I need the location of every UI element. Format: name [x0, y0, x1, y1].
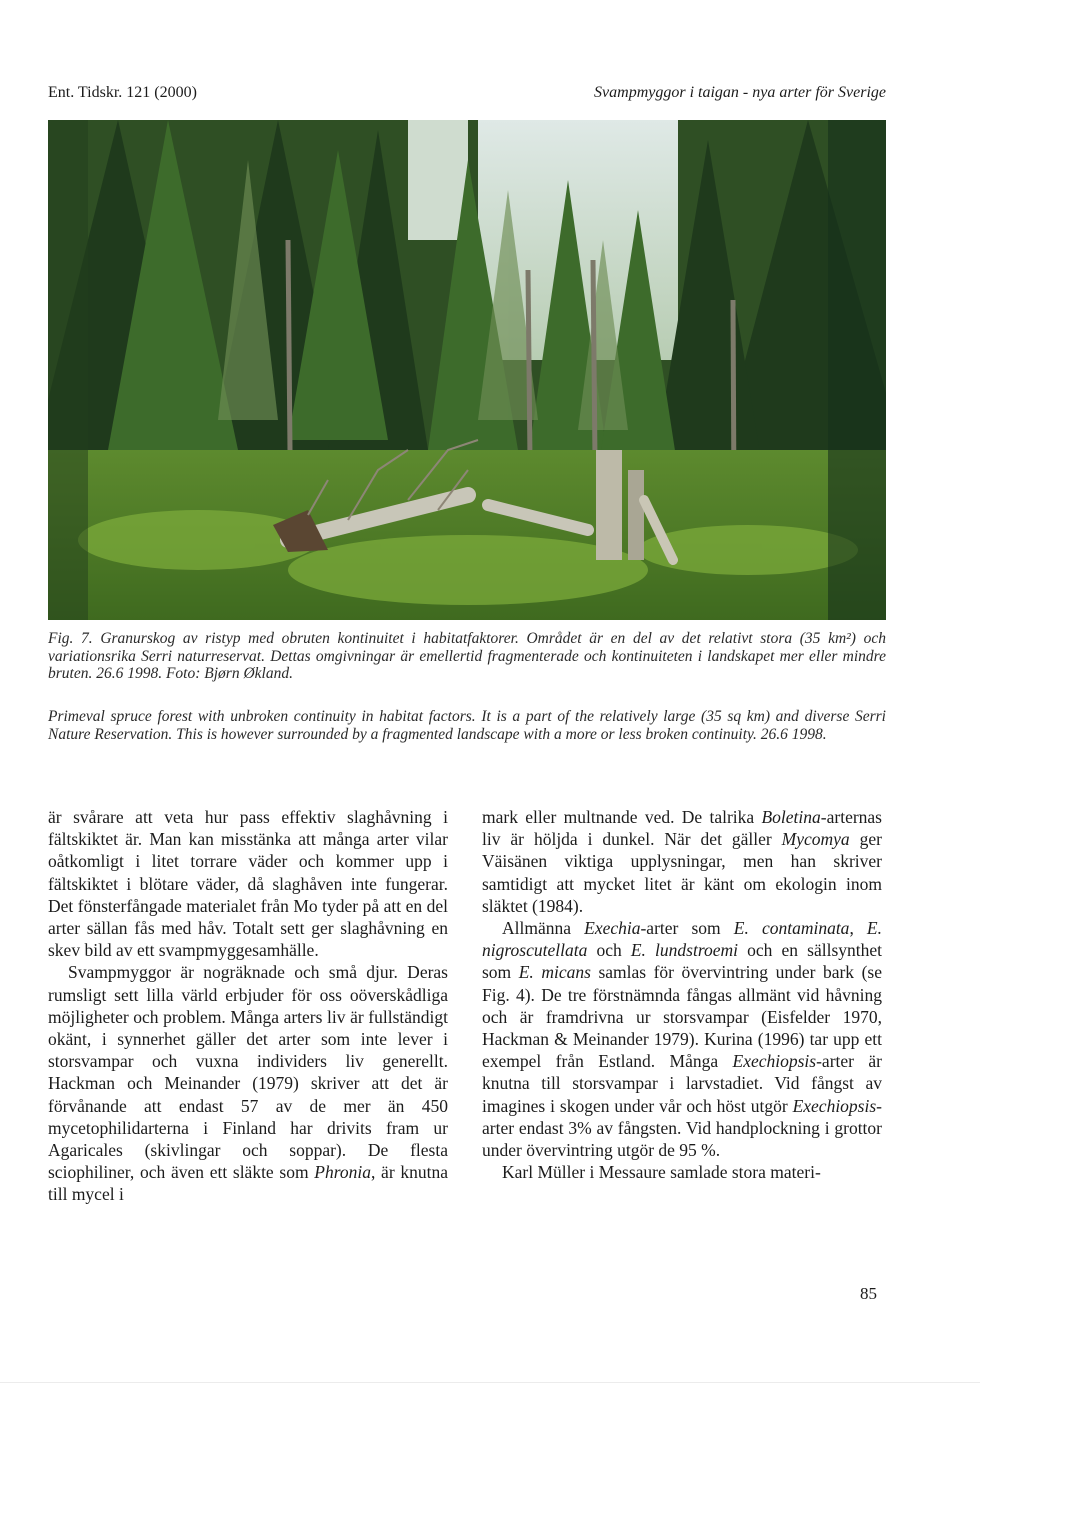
species-name: E. contaminata [733, 918, 850, 939]
body-column-left [48, 806, 448, 1206]
text-run: Allmänna [502, 918, 585, 939]
figure-caption-swedish [48, 630, 886, 683]
species-name: E. micans [518, 962, 591, 983]
caption-sv-text: Fig. 7. Granurskog av ristyp med obruten kontinuitet i habitatfaktorer. Området är en del av det relativt stora (35 km²) och variationsrika Serri naturreservat. Dettas omgivningar är emellertid fragmenterade och kontinuiteten i landskapet mer eller mindre bruten. 26.6 1998. Foto: Bjørn Økland. [48, 630, 886, 682]
paragraph [482, 917, 882, 1161]
text-run: Svampmyggor är nogräknade och små djur. Deras rumsligt sett lilla värld erbjuder för oss oöverskådliga möjligheter och problem. Många arters liv är fullständigt okänt, i synnerhet gäller det arter som inte lever i storsvampar och vuxna individers liv generellt. Hackman och Meinander (1979) skriver att det är förvånande att endast 57 av de mer än 450 mycetophilidarterna i Finland har drivits fram ur Agaricales (skivlingar och soppar). De flesta sciophiliner, och även ett släkte som [48, 962, 448, 1183]
scan-edge-line [0, 1382, 980, 1383]
page-number: 85 [860, 1284, 877, 1303]
genus-name: Mycomya [781, 829, 850, 850]
forest-photo-illustration [48, 120, 886, 620]
paragraph: Karl Müller i Messaure samlade stora materi- [502, 1162, 821, 1183]
text-run: -arter är knutna till storsvampar i larvstadiet. Vid fångst av imagines i skogen under vår och höst utgör [482, 1051, 882, 1116]
genus-name: Phronia [314, 1162, 371, 1183]
text-run: ger Väisänen viktiga upplysningar, men han skriver samtidigt att mycket litet är känt om ekologin inom släktet (1984). [482, 829, 882, 916]
forest-photograph [48, 120, 886, 620]
journal-citation: Ent. Tidskr. 121 (2000) [48, 84, 197, 101]
text-run: mark eller multnande ved. De talrika [482, 807, 762, 827]
text-run: och [587, 940, 631, 961]
paragraph [482, 806, 882, 917]
caption-en-text: Primeval spruce forest with unbroken continuity in habitat factors. It is a part of the relatively large (35 sq km) and diverse Serri Nature Reservation. This is however surrounded by a fragmented landscape with a more or less broken continuity. 26.6 1998. [48, 708, 886, 743]
paragraph: är svårare att veta hur pass effektiv slaghåvning i fältskiktet är. Man kan misstänka att många arter vilar oåtkomligt i litet torrare väder och kommer upp i fältskiktet i blötare väder, då slaghåven inte fungerar. Det fönsterfångade materialet från Mo tyder på att en del arter sällan fås med håv. Totalt sett ger slaghåvning en skev bild av ett svampmyggesamhälle. [48, 807, 448, 961]
genus-name: Exechiopsis [732, 1051, 817, 1072]
figure-caption-english [48, 708, 886, 743]
text-run: -arter endast 3% av fångsten. Vid handplockning i grottor under övervintring utgör de 95 %. [482, 1095, 882, 1161]
text-run: , [849, 918, 867, 939]
text-run: -arter som [640, 918, 734, 939]
species-name: E. lundstroemi [630, 940, 738, 961]
article-running-title: Svampmyggor i taigan - nya arter för Sverige [594, 84, 886, 101]
body-column-right [482, 806, 882, 1183]
paragraph [48, 961, 448, 1205]
text-run: och en sällsynthet som [482, 940, 882, 983]
species-name: E. nigroscutellata [482, 918, 882, 961]
text-run: -arternas liv är höljda i dunkel. När det gäller [482, 807, 882, 850]
genus-name: Exechia [584, 918, 641, 939]
text-run: , är knutna till mycel i [48, 1162, 448, 1205]
genus-name: Exechiopsis [792, 1095, 877, 1116]
text-run: samlas för övervintring under bark (se Fig. 4). De tre förstnämnda fångas allmänt vid håvning och är framdrivna ur storsvampar (Eisfelder 1970, Hackman & Meinander 1979). Kurina (1996) tar upp ett exempel från Estland. Många [482, 962, 882, 1072]
genus-name: Boletina [761, 807, 821, 827]
